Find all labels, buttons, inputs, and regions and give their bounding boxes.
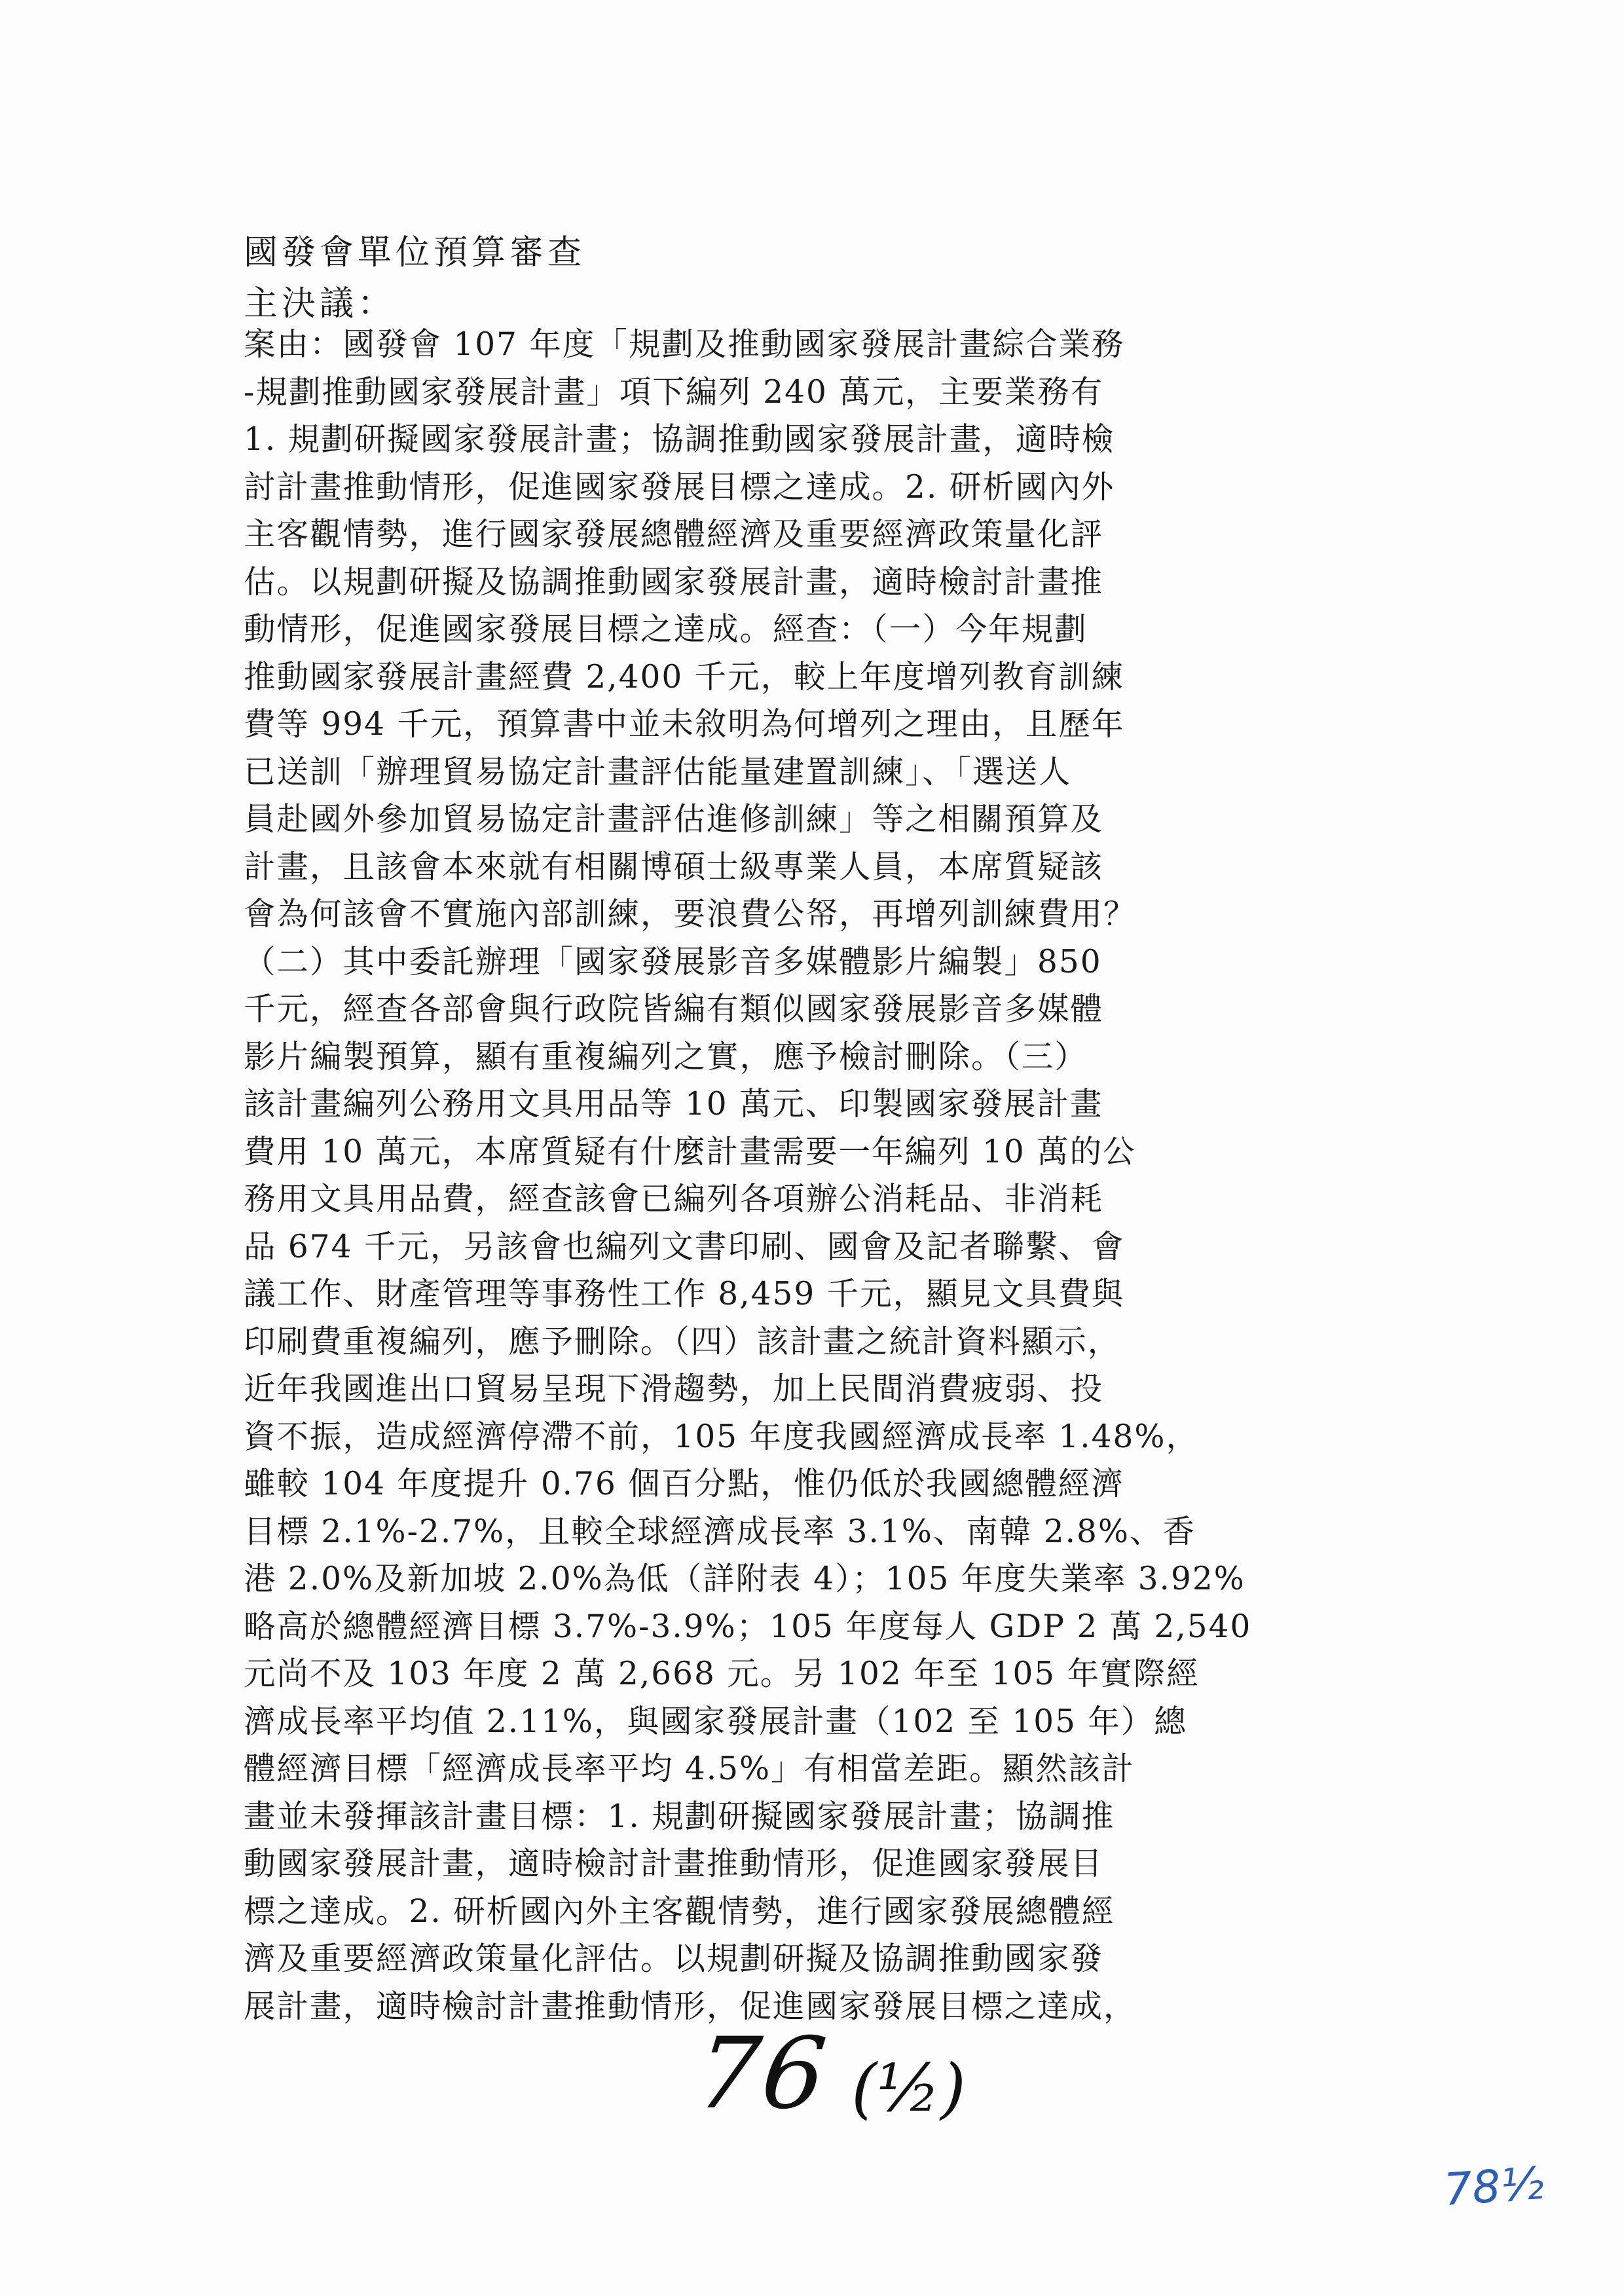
handwritten-half-mark: (½) xyxy=(851,2050,966,2126)
text-line: 略高於總體經濟目標 3.7%-3.9%；105 年度每人 GDP 2 萬 2,540 xyxy=(244,1608,1252,1645)
text-line: -規劃推動國家發展計畫」項下編列 240 萬元，主要業務有 xyxy=(244,373,1104,411)
text-line: 千元，經查各部會與行政院皆編有類似國家發展影音多媒體 xyxy=(244,991,1104,1028)
text-line: 務用文具用品費，經查該會已編列各項辦公消耗品、非消耗 xyxy=(244,1181,1104,1217)
text-line: 展計畫，適時檢討計畫推動情形，促進國家發展目標之達成， xyxy=(244,1988,1137,2025)
text-line: 近年我國進出口貿易呈現下滑趨勢，加上民間消費疲弱、投 xyxy=(244,1371,1104,1407)
text-line: 元尚不及 103 年度 2 萬 2,668 元。另 102 年至 105 年實際經 xyxy=(244,1656,1200,1692)
text-line: 主客觀情勢，進行國家發展總體經濟及重要經濟政策量化評 xyxy=(244,516,1104,553)
document-title: 國發會單位預算審查 xyxy=(244,233,586,272)
text-line: 估。以規劃研擬及協調推動國家發展計畫，適時檢討計畫推 xyxy=(244,563,1104,601)
text-line: 影片編製預算，顯有重複編列之實，應予檢討刪除。（三） xyxy=(244,1038,1088,1075)
text-line: 體經濟目標「經濟成長率平均 4.5%」有相當差距。顯然該計 xyxy=(244,1750,1135,1787)
text-line: 已送訓「辦理貿易協定計畫評估能量建置訓練」、「選送人 xyxy=(244,753,1072,790)
text-line: 品 674 千元，另該會也編列文書印刷、國會及記者聯繫、會 xyxy=(244,1228,1125,1265)
text-line: 目標 2.1%-2.7%，且較全球經濟成長率 3.1%、南韓 2.8%、香 xyxy=(244,1513,1196,1550)
text-line: 該計畫編列公務用文具用品等 10 萬元、印製國家發展計畫 xyxy=(244,1086,1103,1122)
text-line: 費等 994 千元，預算書中並未敘明為何增列之理由，且歷年 xyxy=(244,706,1125,743)
text-line: 畫並未發揮該計畫目標：1. 規劃研擬國家發展計畫；協調推 xyxy=(244,1798,1115,1835)
document-body xyxy=(244,321,1403,2030)
text-line: 1. 規劃研擬國家發展計畫；協調推動國家發展計畫，適時檢 xyxy=(244,421,1115,458)
text-line: 討計畫推動情形，促進國家發展目標之達成。2. 研析國內外 xyxy=(244,468,1115,506)
handwritten-page-number: 76 xyxy=(691,2017,834,2131)
text-line: 費用 10 萬元，本席質疑有什麼計畫需要一年編列 10 萬的公 xyxy=(244,1133,1136,1170)
decision-label: 主決議： xyxy=(244,284,396,324)
text-line: 標之達成。2. 研析國內外主客觀情勢，進行國家發展總體經 xyxy=(244,1893,1115,1930)
text-line: 港 2.0%及新加坡 2.0%為低（詳附表 4）；105 年度失業率 3.92% xyxy=(244,1561,1246,1597)
page-stamp-number: 78½ xyxy=(1442,2157,1546,2217)
text-line: 員赴國外參加貿易協定計畫評估進修訓練」等之相關預算及 xyxy=(244,801,1104,838)
text-line: 計畫，且該會本來就有相關博碩士級專業人員，本席質疑該 xyxy=(244,848,1104,885)
text-line: 案由：國發會 107 年度「規劃及推動國家發展計畫綜合業務 xyxy=(244,326,1125,363)
text-line: 資不振，造成經濟停滯不前，105 年度我國經濟成長率 1.48%， xyxy=(244,1418,1199,1455)
text-line: 動國家發展計畫，適時檢討計畫推動情形，促進國家發展目 xyxy=(244,1845,1104,1882)
text-line: 濟成長率平均值 2.11%，與國家發展計畫（102 至 105 年）總 xyxy=(244,1703,1187,1740)
text-line: 議工作、財產管理等事務性工作 8,459 千元，顯見文具費與 xyxy=(244,1276,1125,1312)
text-line: 印刷費重複編列，應予刪除。（四）該計畫之統計資料顯示， xyxy=(244,1323,1121,1360)
text-line: （二）其中委託辦理「國家發展影音多媒體影片編製」850 xyxy=(244,943,1102,980)
text-line: 推動國家發展計畫經費 2,400 千元，較上年度增列教育訓練 xyxy=(244,658,1125,695)
text-line: 動情形，促進國家發展目標之達成。經查：（一）今年規劃 xyxy=(244,611,1088,648)
text-line: 會為何該會不實施內部訓練，要浪費公帑，再增列訓練費用？ xyxy=(244,896,1137,933)
text-line: 濟及重要經濟政策量化評估。以規劃研擬及協調推動國家發 xyxy=(244,1940,1104,1977)
text-line: 雖較 104 年度提升 0.76 個百分點，惟仍低於我國總體經濟 xyxy=(244,1466,1124,1502)
